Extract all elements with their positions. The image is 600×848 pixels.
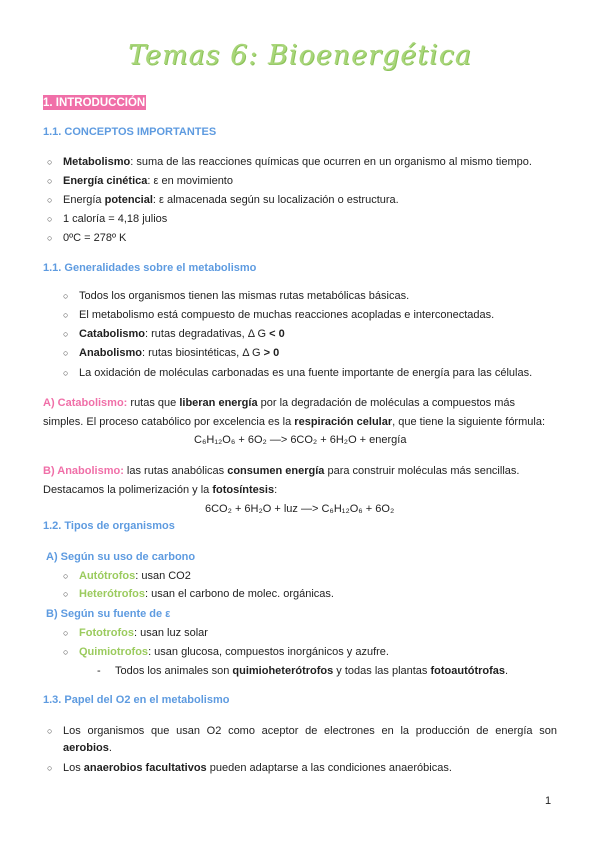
list-item: Energía potencial: ε almacenada según su localización o estructura. [63, 194, 399, 206]
bullet-icon: ○ [63, 329, 69, 339]
bullet-icon: ○ [63, 628, 69, 638]
subsection-heading-generalidades: 1.1. Generalidades sobre el metabolismo [43, 262, 257, 274]
list-item: Anabolismo: rutas biosintéticas, Δ G > 0 [79, 347, 280, 359]
bullet-icon: ○ [63, 348, 69, 358]
bullet-icon: ○ [63, 291, 69, 301]
list-item: Energía cinética: ε en movimiento [63, 175, 233, 187]
bullet-icon: ○ [47, 233, 53, 243]
list-item: Catabolismo: rutas degradativas, Δ G < 0 [79, 328, 285, 340]
section-heading-introduccion: 1. INTRODUCCIÓN [43, 97, 146, 109]
subsection-heading-conceptos: 1.1. CONCEPTOS IMPORTANTES [43, 126, 217, 138]
list-item: Todos los animales son quimioheterótrofos y todas las plantas fotoautótrofas. [115, 665, 509, 677]
catabolismo-paragraph-line1: A) Catabolismo: rutas que liberan energía por la degradación de moléculas a compuestos más [43, 397, 516, 409]
bullet-icon: ○ [47, 763, 53, 773]
page-title: Temas 6: Bioenergética [128, 40, 472, 71]
bullet-icon: ○ [47, 176, 53, 186]
list-item: La oxidación de moléculas carbonadas es una fuente importante de energía para las células. [79, 367, 533, 379]
list-item: Los anaerobios facultativos pueden adaptarse a las condiciones anaeróbicas. [63, 762, 452, 774]
bullet-icon: ○ [63, 571, 69, 581]
bullet-icon: ○ [63, 589, 69, 599]
list-item: Fototrofos: usan luz solar [79, 627, 208, 639]
list-item: Autótrofos: usan CO2 [79, 570, 191, 582]
list-item: Heterótrofos: usan el carbono de molec. orgánicas. [79, 588, 334, 600]
bullet-icon: ○ [47, 726, 53, 736]
list-item: 0ºC = 278º K [63, 232, 127, 244]
bullet-icon: ○ [47, 157, 53, 167]
list-item: Los organismos que usan O2 como aceptor de electrones en la producción de energía son [63, 725, 557, 737]
list-item: El metabolismo está compuesto de muchas reacciones acopladas e interconectadas. [79, 309, 495, 321]
list-item: Metabolismo: suma de las reacciones químicas que ocurren en un organismo al mismo tiempo. [63, 156, 532, 168]
catabolismo-paragraph-line2: simples. El proceso catabólico por excelencia es la respiración celular, que tiene la siguiente fórmula: [43, 416, 545, 428]
subsection-heading-o2: 1.3. Papel del O2 en el metabolismo [43, 694, 230, 706]
dash-icon: - [97, 665, 101, 677]
subsection-heading-tipos: 1.2. Tipos de organismos [43, 520, 175, 532]
respiration-formula: C₆H₁₂O₆ + 6O₂ —> 6CO₂ + 6H₂O + energía [194, 434, 407, 446]
page-number: 1 [545, 795, 552, 807]
group-label-carbono: A) Según su uso de carbono [46, 551, 196, 563]
list-item: Quimiotrofos: usan glucosa, compuestos inorgánicos y azufre. [79, 646, 389, 658]
group-label-energia: B) Según su fuente de ε [46, 608, 171, 620]
bullet-icon: ○ [47, 214, 53, 224]
bullet-icon: ○ [47, 195, 53, 205]
photosynthesis-formula: 6CO₂ + 6H₂O + luz —> C₆H₁₂O₆ + 6O₂ [205, 503, 395, 515]
list-item: Todos los organismos tienen las mismas rutas metabólicas básicas. [79, 290, 410, 302]
list-item-continuation: aerobios. [63, 742, 112, 754]
bullet-icon: ○ [63, 310, 69, 320]
bullet-icon: ○ [63, 647, 69, 657]
bullet-icon: ○ [63, 368, 69, 378]
list-item: 1 caloría = 4,18 julios [63, 213, 168, 225]
anabolismo-paragraph-line1: B) Anabolismo: las rutas anabólicas consumen energía para construir moléculas más sencillas. [43, 465, 520, 477]
anabolismo-paragraph-line2: Destacamos la polimerización y la fotosíntesis: [43, 484, 278, 496]
